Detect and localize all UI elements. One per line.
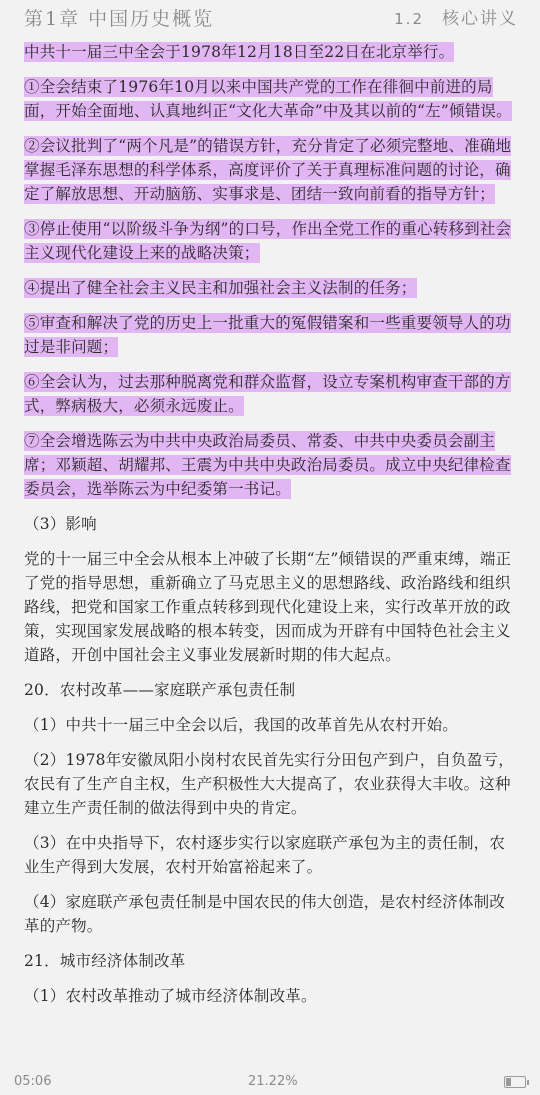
reader-footer bbox=[0, 1066, 540, 1095]
paragraph-text: ⑥全会认为，过去那种脱离党和群众监督，设立专案机构审查干部的方式，弊病极大，必须永远废止。 bbox=[24, 373, 511, 415]
reader-header bbox=[0, 0, 540, 34]
paragraph-text: （2）1978年安徽凤阳小岗村农民首先实行分田包产到户，自负盈亏，农民有了生产自主权，生产积极性大大提高了，农业获得大丰收。这种建立生产责任制的做法得到中央的肯定。 bbox=[24, 751, 514, 817]
paragraph[interactable] bbox=[24, 40, 516, 64]
section-title: 核心讲义 bbox=[442, 9, 518, 29]
paragraph-text: 党的十一届三中全会从根本上冲破了长期“左”倾错误的严重束缚，端正了党的指导思想，重新确立了马克思主义的思想路线、政治路线和组织路线，把党和国家工作重点转移到现代化建设上来，实行改革开放的政策，实现国家发展战略的根本转变，因而成为开辟有中国特色社会主义道路，开创中国社会主义事业发展新时期的伟大起点。 bbox=[24, 550, 512, 664]
paragraph[interactable] bbox=[24, 429, 516, 501]
section-number: 1.2 bbox=[394, 10, 424, 28]
paragraph[interactable] bbox=[24, 949, 516, 973]
paragraph-text: ①全会结束了1976年10月以来中国共产党的工作在徘徊中前进的局面，开始全面地、认真地纠正“文化大革命”中及其以前的“左”倾错误。 bbox=[24, 78, 512, 120]
paragraph-text: ③停止使用“以阶级斗争为纲”的口号，作出全党工作的重心转移到社会主义现代化建设上来的战略决策； bbox=[24, 220, 512, 262]
paragraph[interactable] bbox=[24, 311, 516, 359]
paragraph-text: 中共十一届三中全会于1978年12月18日至22日在北京举行。 bbox=[24, 43, 455, 61]
paragraph-text: （4）家庭联产承包责任制是中国农民的伟大创造，是农村经济体制改革的产物。 bbox=[24, 893, 506, 935]
paragraph[interactable] bbox=[24, 276, 516, 300]
reading-progress: 21.22% bbox=[248, 1074, 298, 1089]
paragraph-text: （3）影响 bbox=[24, 515, 97, 533]
chapter-title: 第1章 中国历史概览 bbox=[24, 8, 215, 30]
battery-level bbox=[506, 1078, 511, 1086]
paragraph-text: ②会议批判了“两个凡是”的错误方针，充分肯定了必须完整地、准确地掌握毛泽东思想的科学体系，高度评价了关于真理标准问题的讨论，确定了解放思想、开动脑筋、实事求是、团结一致向前看的指导方针； bbox=[24, 137, 512, 203]
paragraph[interactable] bbox=[24, 678, 516, 702]
paragraph[interactable] bbox=[24, 713, 516, 737]
paragraph-text: ⑤审查和解决了党的历史上一批重大的冤假错案和一些重要领导人的功过是非问题； bbox=[24, 314, 511, 356]
paragraph[interactable] bbox=[24, 512, 516, 536]
paragraph[interactable] bbox=[24, 890, 516, 938]
paragraph-text: 21．城市经济体制改革 bbox=[24, 952, 186, 970]
paragraph-text: （1）中共十一届三中全会以后，我国的改革首先从农村开始。 bbox=[24, 716, 458, 734]
paragraph-text: （3）在中央指导下，农村逐步实行以家庭联产承包为主的责任制，农业生产得到大发展，农村开始富裕起来了。 bbox=[24, 834, 506, 876]
paragraph[interactable] bbox=[24, 831, 516, 879]
battery-icon bbox=[504, 1076, 526, 1088]
reader-content[interactable] bbox=[24, 40, 516, 1019]
paragraph[interactable] bbox=[24, 217, 516, 265]
paragraph[interactable] bbox=[24, 984, 516, 1008]
paragraph-text: （1）农村改革推动了城市经济体制改革。 bbox=[24, 987, 317, 1005]
section-heading bbox=[394, 4, 518, 29]
paragraph[interactable] bbox=[24, 748, 516, 820]
paragraph-text: 20．农村改革——家庭联产承包责任制 bbox=[24, 681, 296, 699]
paragraph[interactable] bbox=[24, 134, 516, 206]
paragraph-text: ⑦全会增选陈云为中共中央政治局委员、常委、中共中央委员会副主席；邓颖超、胡耀邦、王震为中共中央政治局委员。成立中央纪律检查委员会，选举陈云为中纪委第一书记。 bbox=[24, 432, 511, 498]
paragraph[interactable] bbox=[24, 547, 516, 667]
paragraph[interactable] bbox=[24, 75, 516, 123]
paragraph-text: ④提出了健全社会主义民主和加强社会主义法制的任务； bbox=[24, 279, 417, 297]
clock-time: 05:06 bbox=[14, 1074, 52, 1089]
paragraph[interactable] bbox=[24, 370, 516, 418]
